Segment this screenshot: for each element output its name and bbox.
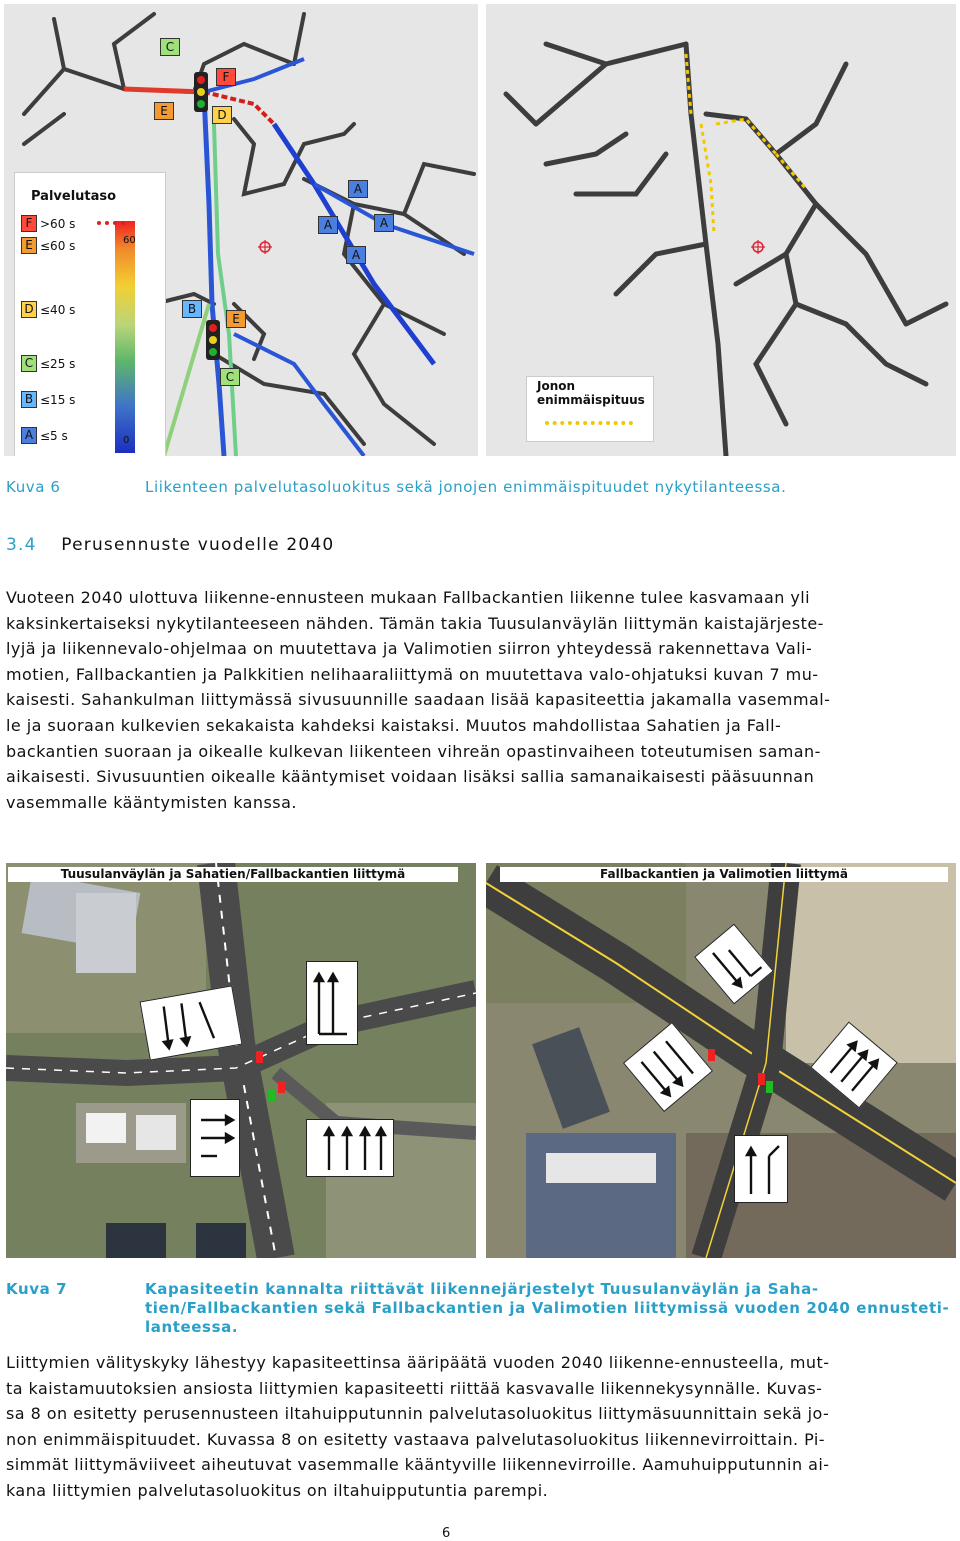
- body-paragraph-2: [6, 1350, 950, 1504]
- legend-chip-c: C: [21, 355, 37, 372]
- level-tag-e: E: [154, 102, 174, 120]
- figure-6-number: Kuva 6: [6, 478, 61, 496]
- caption-line: Kapasiteetin kannalta riittävät liikennejärjestelyt Tuusulanväylän ja Saha-: [145, 1280, 819, 1298]
- page-number: 6: [442, 1526, 451, 1541]
- level-tag-f: F: [216, 68, 236, 86]
- caption-line: tien/Fallbackantien sekä Fallbackantien ja Valimotien liittymissä vuoden 2040 ennusteti-: [145, 1299, 950, 1317]
- caption-line: lanteessa.: [145, 1318, 239, 1336]
- left-photo-label: Tuusulanväylän ja Sahatien/Fallbackantien liittymä: [8, 867, 458, 882]
- level-tag-a: A: [318, 216, 338, 234]
- legend-row-b: [21, 391, 75, 408]
- level-tag-c: C: [160, 38, 180, 56]
- aerial-photo-left: [6, 863, 476, 1258]
- legend-row-a: [21, 427, 68, 444]
- lane-arrangement-sign: [306, 1119, 394, 1177]
- queue-legend-line1: Jonon: [537, 379, 576, 393]
- legend-row-f: [21, 215, 75, 232]
- aerial-left-drawing: [6, 863, 476, 1258]
- section-heading: [6, 535, 334, 555]
- aerial-photo-right: [486, 863, 956, 1258]
- paragraph-line: sa 8 on esitetty perusennusteen iltahuipputunnin palvelutasoluokitus liittymäsuunnittain sekä jo-: [6, 1404, 830, 1424]
- section-number: 3.4: [6, 535, 37, 555]
- legend-chip-d: D: [21, 301, 37, 318]
- service-level-legend: [14, 172, 166, 456]
- level-tag-d: D: [212, 106, 232, 124]
- lane-arrows-icon: [307, 962, 357, 1044]
- paragraph-line: backantien suoraan ja oikealle kulkevan liikenteen vihreän opastinvaiheen toteutumisen saman-: [6, 741, 821, 761]
- queue-legend-sample: [545, 421, 633, 425]
- paragraph-line: le ja suoraan kulkevien sekakaista kahdeksi kaistaksi. Muutos mahdollistaa Sahatien ja Fall-: [6, 715, 782, 735]
- legend-chip-b: B: [21, 391, 37, 408]
- legend-chip-f: F: [21, 215, 37, 232]
- legend-row-e: [21, 237, 75, 254]
- legend-row-c: [21, 355, 75, 372]
- legend-text-f: >60 s: [40, 216, 76, 231]
- body-paragraph-1: [6, 585, 950, 815]
- paragraph-line: simmät liittymäviiveet aiheutuvat vasemmalle kääntyville liikennevirroille. Aamuhuipputunnin ai-: [6, 1455, 830, 1475]
- legend-text-a: ≤5 s: [40, 428, 68, 443]
- legend-scale-bottom: 0: [123, 435, 130, 446]
- paragraph-line: kaksinkertaiseksi nykytilanteeseen nähden. Tämän takia Tuusulanväylän liittymän kaistajärjeste-: [6, 613, 824, 633]
- lane-arrangement-sign: [306, 961, 358, 1045]
- figure-7-caption: [145, 1280, 955, 1337]
- lane-arrows-icon: [191, 1100, 239, 1176]
- paragraph-line: non enimmäispituudet. Kuvassa 8 on esitetty vastaava palvelutasoluokitus liikennevirroittain. Pi-: [6, 1429, 825, 1449]
- level-tag-a: A: [348, 180, 368, 198]
- lane-arrows-icon: [307, 1120, 393, 1176]
- level-tag-a: A: [374, 214, 394, 232]
- level-tag-a: A: [346, 246, 366, 264]
- legend-chip-a: A: [21, 427, 37, 444]
- legend-text-e: ≤60 s: [40, 238, 76, 253]
- queue-legend-line2: enimmäispituus: [537, 393, 645, 407]
- lane-arrows-icon: [735, 1136, 787, 1202]
- legend-text-c: ≤25 s: [40, 356, 76, 371]
- right-photo-label: Fallbackantien ja Valimotien liittymä: [500, 867, 948, 882]
- level-tag-e: E: [226, 310, 246, 328]
- paragraph-line: Vuoteen 2040 ulottuva liikenne-ennusteen mukaan Fallbackantien liikenne tulee kasvamaan yli: [6, 588, 811, 607]
- lane-arrangement-sign: [190, 1099, 240, 1177]
- legend-text-b: ≤15 s: [40, 392, 76, 407]
- legend-text-d: ≤40 s: [40, 302, 76, 317]
- legend-queue-sample: [97, 221, 125, 229]
- legend-title: Palvelutaso: [31, 189, 117, 204]
- figure-6-caption: Liikenteen palvelutasoluokitus sekä jonojen enimmäispituudet nykytilanteessa.: [145, 478, 787, 496]
- legend-chip-e: E: [21, 237, 37, 254]
- paragraph-line: aikaisesti. Sivusuuntien oikealle kääntymiset voidaan lisäksi sallia samanaikaisesti pääsuunnan: [6, 767, 815, 787]
- paragraph-line: kana liittymien palvelutasoluokitus on iltahuipputuntia parempi.: [6, 1480, 549, 1500]
- service-level-map: [4, 4, 478, 456]
- paragraph-line: motien, Fallbackantien ja Palkkitien nelihaaraliittymä on muutettava valo-ohjatuksi kuvan 7 mu-: [6, 664, 819, 684]
- paragraph-line: Liittymien välityskyky lähestyy kapasiteettinsa ääripäätä vuoden 2040 liikenne-ennusteella, mut-: [6, 1353, 830, 1372]
- paragraph-line: kaisesti. Sahankulman liittymässä sivusuunnille saadaan lisää kapasiteettia jakamalla vasemmal-: [6, 690, 831, 710]
- paragraph-line: vasemmalle kääntymisten kanssa.: [6, 792, 297, 812]
- figure-7-number: Kuva 7: [6, 1280, 68, 1298]
- legend-scale-top: 60: [123, 235, 136, 246]
- legend-row-d: [21, 301, 75, 318]
- lane-arrangement-sign: [734, 1135, 788, 1203]
- level-tag-b: B: [182, 300, 202, 318]
- section-title: Perusennuste vuodelle 2040: [61, 535, 335, 555]
- level-tag-c: C: [220, 368, 240, 386]
- legend-gradient-bar: [115, 221, 135, 453]
- paragraph-line: lyjä ja liikennevalo-ohjelmaa on muutettava ja Valimotien siirron yhteydessä rakennettava Vali-: [6, 639, 813, 659]
- queue-length-legend: [526, 376, 654, 442]
- paragraph-line: ta kaistamuutoksien ansiosta liittymien kapasiteetti riittää kasvavalle liikennekysynnälle. Kuvas-: [6, 1378, 823, 1398]
